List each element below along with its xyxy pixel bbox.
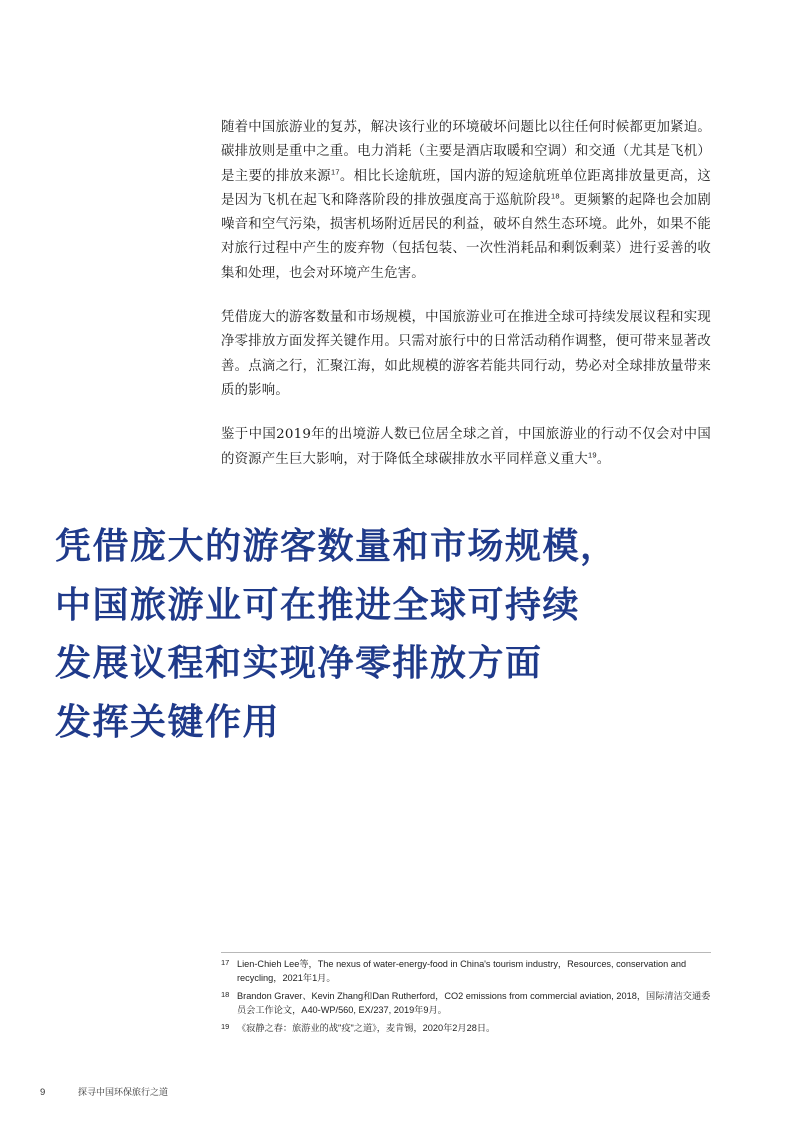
pull-quote <box>55 517 735 751</box>
footnote-19 <box>221 1022 713 1036</box>
paragraph-1-part-2: 。相比长途航班，国内游的短途航班单位距离排放量更高，这是因为飞机在起飞和降落阶段的排放强度高于巡航阶段 <box>221 168 711 208</box>
footnote-number: 18 <box>221 990 230 999</box>
document-title: 探寻中国环保旅行之道 <box>78 1088 169 1098</box>
paragraph-1-part-3: 。更频繁的起降也会加剧噪音和空气污染，损害机场附近居民的利益，破坏自然生态环境。此外，如果不能对旅行过程中产生的废弃物（包括包装、一次性消耗品和剩饭剩菜）进行妥善的收集和处理，也会对环境产生危害。 <box>221 192 711 281</box>
footnote-text: Lien-Chieh Lee等，The nexus of water-energy-food in China's tourism industry，Resources, conservation and recycling，2021年1月。 <box>237 959 687 983</box>
pull-quote-line: 发挥关键作用 <box>55 700 281 743</box>
page-footer <box>40 1085 168 1098</box>
footnotes <box>221 958 713 1041</box>
paragraph-3 <box>221 423 711 472</box>
pull-quote-line: 中国旅游业可在推进全球可持续 <box>55 583 581 626</box>
pull-quote-line: 凭借庞大的游客数量和市场规模， <box>55 525 618 567</box>
paragraph-3-part-2: 。 <box>596 451 611 467</box>
footnote-18 <box>221 990 713 1017</box>
paragraph-1 <box>221 116 711 286</box>
paragraph-1-part-1: 随着中国旅游业的复苏，解决该行业的环境破坏问题比以往任何时候都更加紧迫。碳排放则是重中之重。电力消耗（主要是酒店取暖和空调）和交通（尤其是飞机）是主要的排放来源 <box>221 120 711 184</box>
footnote-text: 《寂静之春：旅游业的战"疫"之道》，麦肯锡，2020年2月28日。 <box>237 1023 496 1033</box>
footnote-number: 17 <box>221 958 230 967</box>
footnote-number: 19 <box>221 1022 230 1031</box>
footnote-text: Brandon Graver、Kevin Zhang和Dan Rutherford，CO2 emissions from commercial aviation, 2018，国际清洁交通委员会工作论文，A40-WP/560, EX/237, 2019年9月。 <box>237 991 711 1015</box>
footnote-ref-19[interactable]: 19 <box>587 450 597 460</box>
footnote-17 <box>221 958 713 985</box>
page-number: 9 <box>40 1087 46 1098</box>
body-text <box>221 116 711 472</box>
footnote-divider <box>221 952 711 953</box>
pull-quote-line: 发展议程和实现净零排放方面 <box>55 642 543 684</box>
footnote-ref-18[interactable]: 18 <box>551 191 560 201</box>
paragraph-2: 凭借庞大的游客数量和市场规模，中国旅游业可在推进全球可持续发展议程和实现净零排放方面发挥关键作用。只需对旅行中的日常活动稍作调整，便可带来显著改善。点滴之行，汇聚江海，如此规模的游客若能共同行动，势必对全球排放量带来质的影响。 <box>221 310 711 398</box>
footnote-ref-17[interactable]: 17 <box>331 167 340 177</box>
paragraph-3-part-1: 鉴于中国2019年的出境游人数已位居全球之首，中国旅游业的行动不仅会对中国的资源产生巨大影响，对于降低全球碳排放水平同样意义重大 <box>221 427 711 467</box>
